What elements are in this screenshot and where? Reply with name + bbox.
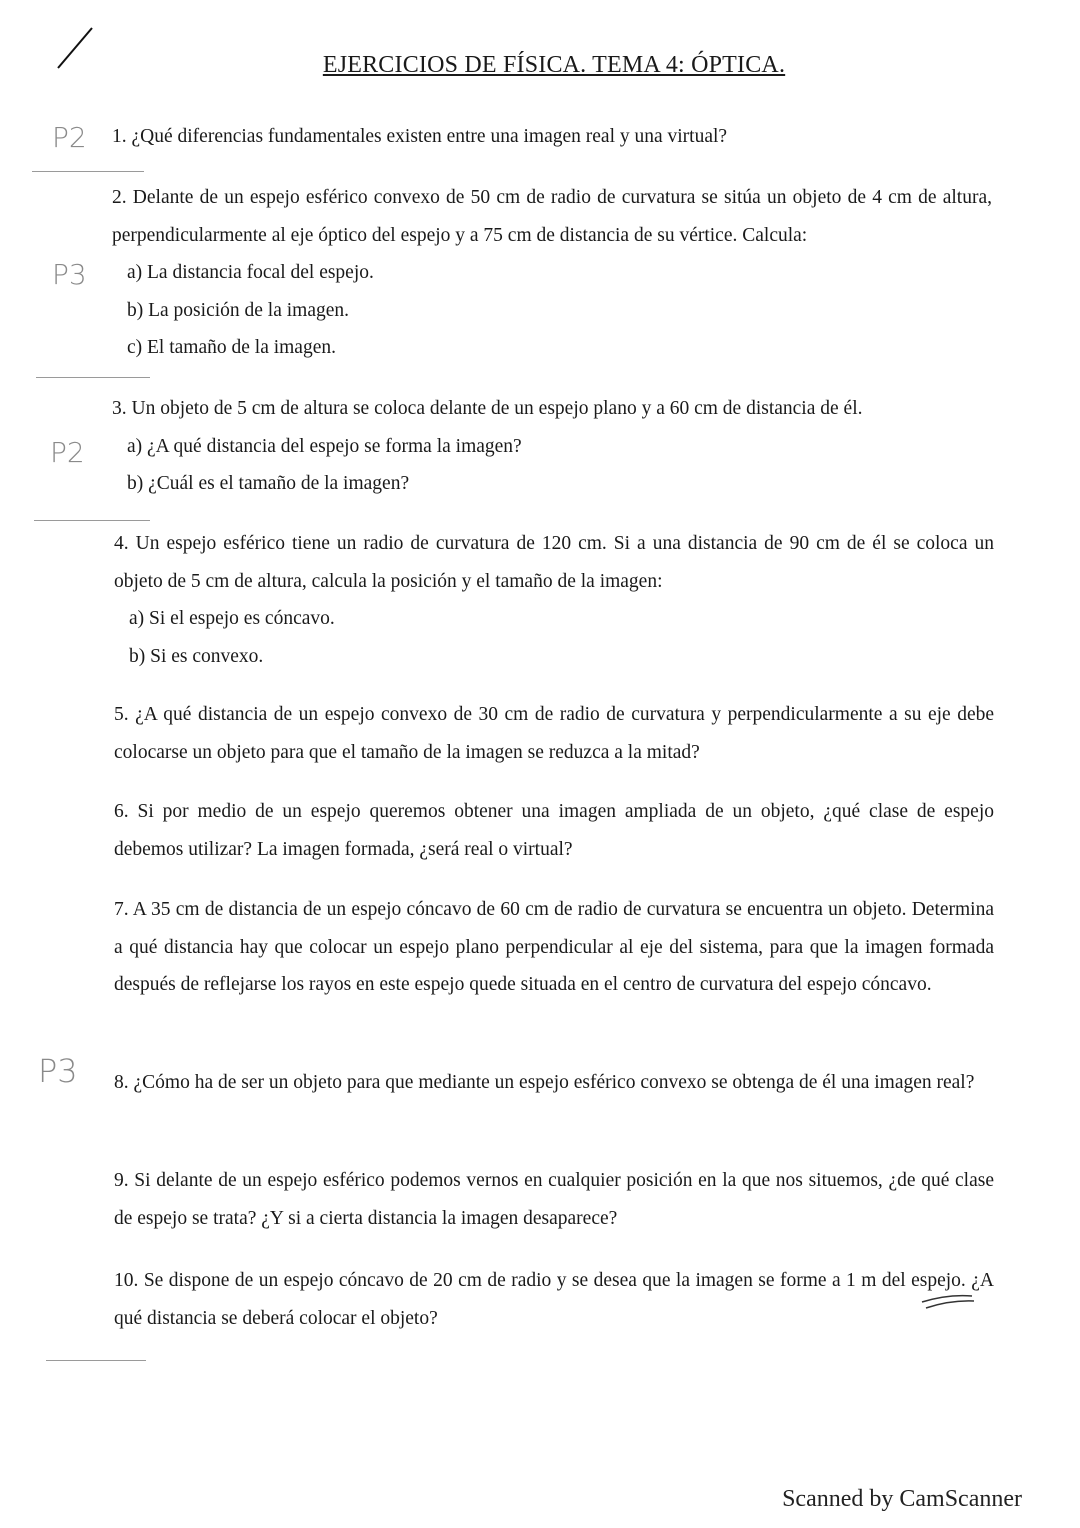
separator-line <box>46 1360 146 1361</box>
question-item: c) El tamaño de la imagen. <box>127 337 336 358</box>
page-title: EJERCICIOS DE FÍSICA. TEMA 4: ÓPTICA. <box>322 52 786 78</box>
question-text: 1. ¿Qué diferencias fundamentales existen entre una imagen real y una virtual? <box>112 126 728 147</box>
question-6 <box>114 793 994 868</box>
margin-mark-q3: P2 <box>50 436 85 469</box>
margin-mark-q2: P3 <box>52 258 87 291</box>
question-5 <box>114 696 994 771</box>
question-item: a) La distancia focal del espejo. <box>127 262 374 283</box>
question-3 <box>112 390 992 503</box>
question-text: 3. Un objeto de 5 cm de altura se coloca delante de un espejo plano y a 60 cm de distancia de él. <box>112 398 863 419</box>
question-8 <box>114 1064 994 1102</box>
handwritten-underline-mark <box>918 1290 978 1312</box>
question-item: a) Si el espejo es cóncavo. <box>129 608 335 629</box>
question-text: 7. A 35 cm de distancia de un espejo cóncavo de 60 cm de radio de curvatura se encuentra un objeto. Determina a qué distancia hay que colocar un espejo plano perpendicular al eje del sistema, para que la imagen formada después de reflejarse los rayos en este espejo quede situada en el centro de curvatura del espejo cóncavo. <box>114 899 994 995</box>
question-9 <box>114 1162 994 1237</box>
question-2 <box>112 179 992 367</box>
question-text: 10. Se dispone de un espejo cóncavo de 20 cm de radio y se desea que la imagen se forme a 1 m del espejo. ¿A qué distancia se deberá colocar el objeto? <box>114 1270 994 1329</box>
question-4 <box>114 525 994 675</box>
separator-line <box>34 520 150 521</box>
question-10 <box>114 1262 994 1337</box>
question-item: a) ¿A qué distancia del espejo se forma la imagen? <box>127 435 522 457</box>
margin-mark-q1: P2 <box>52 121 87 154</box>
separator-line <box>32 171 144 172</box>
margin-mark-q8: P3 <box>38 1052 78 1090</box>
separator-line <box>36 377 150 378</box>
question-text: 6. Si por medio de un espejo queremos obtener una imagen ampliada de un objeto, ¿qué clase de espejo debemos utilizar? La imagen formada, ¿será real o virtual? <box>114 801 994 860</box>
question-text: 8. ¿Cómo ha de ser un objeto para que mediante un espejo esférico convexo se obtenga de él una imagen real? <box>114 1072 975 1093</box>
question-text: 5. ¿A qué distancia de un espejo convexo de 30 cm de radio de curvatura y perpendicularmente a su eje debe colocarse un objeto para que el tamaño de la imagen se reduzca a la mitad? <box>114 704 994 763</box>
scanner-watermark: Scanned by CamScanner <box>782 1486 1022 1512</box>
question-item: b) Si es convexo. <box>129 645 264 667</box>
question-text: 4. Un espejo esférico tiene un radio de curvatura de 120 cm. Si a una distancia de 90 cm de él se coloca un objeto de 5 cm de altura, calcula la posición y el tamaño de la imagen: <box>114 533 994 592</box>
question-text: 2. Delante de un espejo esférico convexo de 50 cm de radio de curvatura se sitúa un objeto de 4 cm de altura, perpendicularmente al eje óptico del espejo y a 75 cm de distancia de su vértice. Calcula: <box>112 187 992 246</box>
question-1 <box>112 118 992 156</box>
question-7 <box>114 891 994 1004</box>
question-text: 9. Si delante de un espejo esférico podemos vernos en cualquier posición en la que nos situemos, ¿de qué clase de espejo se trata? ¿Y si a cierta distancia la imagen desaparece? <box>114 1170 994 1229</box>
question-item: b) La posición de la imagen. <box>127 299 350 321</box>
question-item: b) ¿Cuál es el tamaño de la imagen? <box>127 473 410 494</box>
